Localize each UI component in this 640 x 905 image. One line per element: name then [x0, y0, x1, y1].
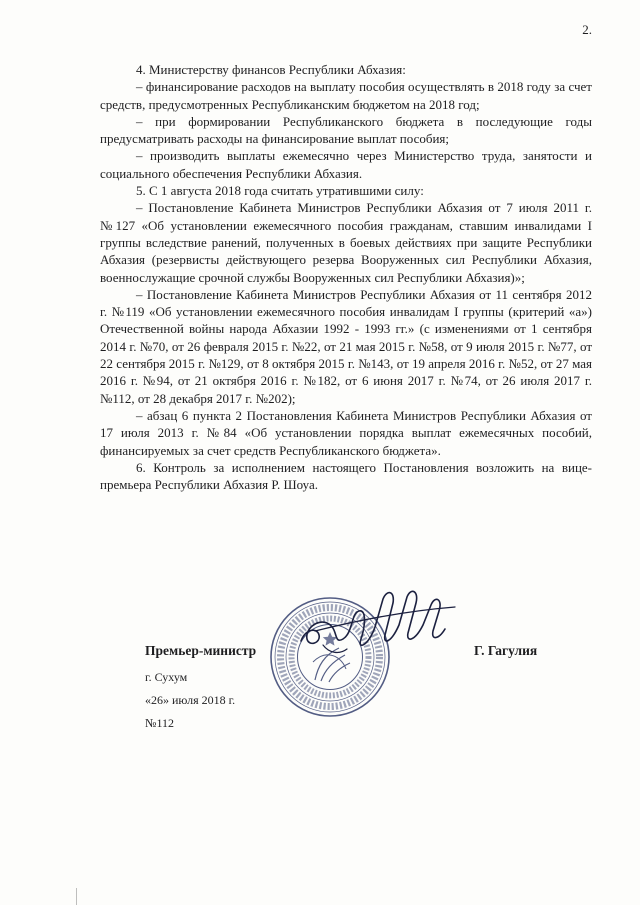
handwritten-signature: [295, 583, 465, 663]
footer-city: г. Сухум: [145, 670, 188, 684]
paragraph-repealed-decree-84: – абзац 6 пункта 2 Постановления Кабинета Министров Республики Абхазия от 17 июля 2013 г. №84 «Об установлении порядка выплат ежемесячных пособий, финансируемых за счет средств Республиканского бюджета».: [100, 407, 592, 458]
paragraph-item-4: 4. Министерству финансов Республики Абхазия:: [136, 62, 406, 77]
signer-title: Премьер-министр: [145, 643, 257, 658]
paragraph-monthly-payments: – производить выплаты ежемесячно через Министерство труда, занятости и социального обеспечения Республики Абхазия.: [100, 148, 592, 181]
paragraph-repealed-decree-119: – Постановление Кабинета Министров Республики Абхазия от 11 сентября 2012 г. №119 «Об установлении ежемесячного пособия инвалидам I группы (критерий «а») Отечественной войны народа Абхазии 1992 - 1993 гг.» (с изменениями от 1 сентября 2014 г. №70, от 26 февраля 2015 г. №22, от 21 мая 2015 г. №58, от 9 июля 2015 г. №77, от 22 сентября 2015 г. №129, от 8 октября 2015 г. №143, от 19 апреля 2016 г. №52, от 27 мая 2016 г. №94, от 21 октября 2016 г. №182, от 6 июня 2017 г. №74, от 26 июля 2017 г. №112, от 28 декабря 2017 г. №202);: [100, 286, 592, 406]
paragraph-finance-2018: – финансирование расходов на выплату пособия осуществлять в 2018 году за счет средств, предусмотренных Республиканским бюджетом на 2018 год;: [100, 79, 592, 112]
signer-name: Г. Гагулия: [474, 643, 538, 658]
paragraph-item-6: 6. Контроль за исполнением настоящего Постановления возложить на вице-премьера Республики Абхазия Р. Шоуа.: [100, 459, 592, 493]
document-body: [100, 61, 592, 493]
paragraph-future-budget: – при формировании Республиканского бюджета в последующие годы предусматривать расходы на финансирование выплат пособия;: [100, 113, 592, 147]
footer-doc-number: №112: [145, 716, 175, 730]
scan-artifact: [76, 888, 77, 905]
paragraph-item-5: 5. С 1 августа 2018 года считать утратившими силу:: [136, 183, 424, 199]
paragraph-repealed-decree-127: – Постановление Кабинета Министров Республики Абхазия от 7 июля 2011 г. №127 «Об установлении ежемесячного пособия гражданам, ставшим инвалидами I группы вследствие ранений, полученных в боевых действиях при защите Республики Абхазия (резервисты действующего резерва Вооруженных сил Республики Абхазия, военнослужащие срочной службы Вооруженных сил Республики Абхазия)»;: [100, 200, 592, 285]
page-number: 2.: [582, 22, 592, 37]
footer-date: «26» июля 2018 г.: [145, 693, 236, 707]
